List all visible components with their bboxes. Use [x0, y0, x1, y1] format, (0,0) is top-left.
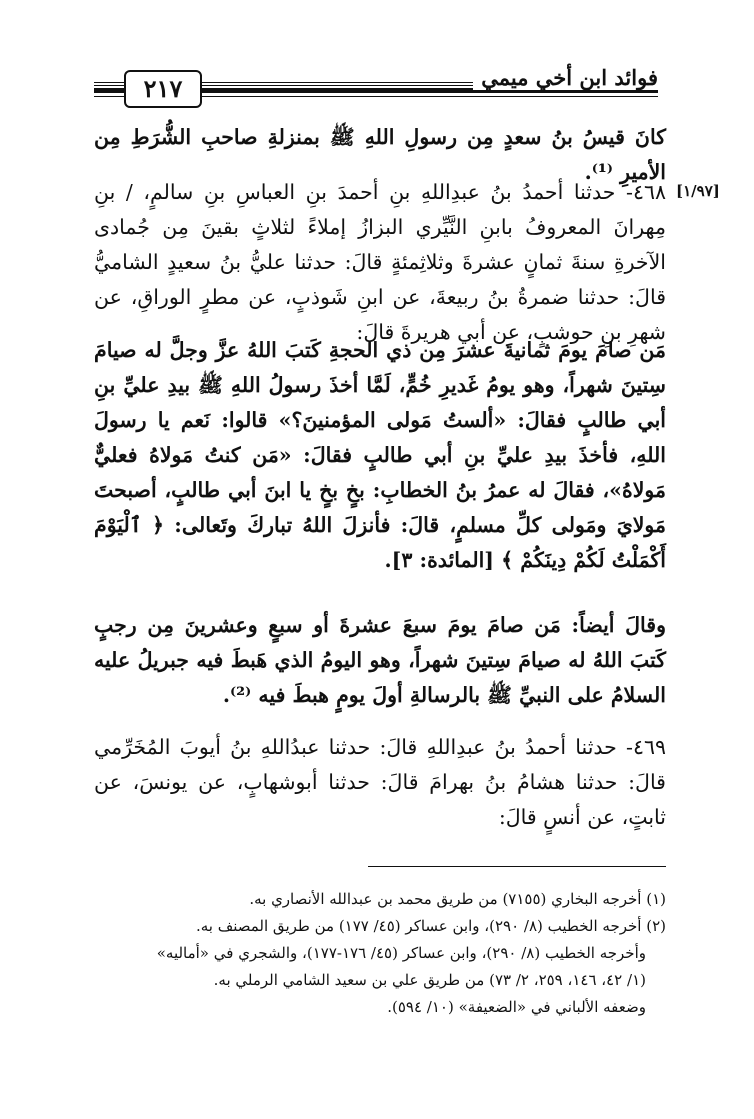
- paragraph-469: ٤٦٩- حدثنا أحمدُ بنُ عبدِاللهِ قالَ: حدثنا عبدُاللهِ بنُ أيوبَ المُخَرِّمي قالَ: حدثنا هشامُ بنُ بهرامَ قالَ: حدثنا أبوشهابٍ، عن يونسَ، عن ثابتٍ، عن أنسٍ قالَ:: [94, 735, 666, 829]
- footnote-2-continued-b: (١/ ٤٢، ١٤٦، ٢٥٩، ٢/ ٧٣) من طريق علي بن سعيد الشامي الرملي به.: [213, 971, 646, 989]
- footnote-1: (١) أخرجه البخاري (٧١٥٥) من طريق محمد بن عبدالله الأنصاري به.: [249, 890, 666, 908]
- footnote-separator: [368, 866, 666, 867]
- paragraph-468: ٤٦٨- حدثنا أحمدُ بنُ عبدِاللهِ بنِ أحمدَ بنِ العباسِ بنِ سالمٍ، / بنِ مِهرانَ المعروفُ بابنِ النَّيِّري البزازُ إملاءً لثلاثٍ بقينَ مِن جُمادى الآخرةِ سنةَ ثمانٍ عشرةَ وثلاثِمئةٍ قالَ: حدثنا عليُّ بنُ سعيدٍ الشاميُّ قالَ: حدثنا ضمرةُ بنُ ربيعةَ، عن ابنِ شَوذبٍ، عن مطرٍ الوراقِ، عن شهرِ بنِ حوشبٍ، عن أبي هريرةَ قالَ:: [94, 180, 666, 344]
- footnote-2: (٢) أخرجه الخطيب (٨/ ٢٩٠)، وابن عساكر (٤٥/ ١٧٧) من طريق المصنف به.: [195, 917, 666, 935]
- page-header: [94, 66, 658, 110]
- book-title: فوائد ابن أخي ميمي: [473, 66, 658, 90]
- manuscript-folio-ref: [١/٩٧]: [676, 182, 720, 200]
- page-number: ٢١٧: [124, 70, 202, 108]
- paragraph-rajab: وقالَ أيضاً: مَن صامَ يومَ سبعَ عشرةَ أو سبعٍ وعشرينَ مِن رجبٍ كَتبَ اللهُ له صيامَ سِتينَ شهراً، وهو اليومُ الذي هَبطَ فيه جبريلُ عليه السلامُ على النبيِّ ﷺ بالرسالةِ أولَ يومٍ هبطَ فيه ⁽²⁾.: [94, 613, 666, 707]
- footnote-2-continued-a: وأخرجه الخطيب (٨/ ٢٩٠)، وابن عساكر (٤٥/ ١٧٦-١٧٧)، والشجري في «أماليه»: [156, 944, 646, 962]
- paragraph-hadith-text: مَن صامَ يومَ ثمانيةَ عشرَ مِن ذي الحجةِ كَتبَ اللهُ عزَّ وجلَّ له صيامَ سِتينَ شهراً، وهو يومُ غَديرِ خُمٍّ، لَمَّا أخذَ رسولُ اللهِ ﷺ بيدِ عليِّ بنِ أبي طالبٍ فقالَ: «ألستُ مَولى المؤمنينَ؟» قالوا: نَعم يا رسولَ اللهِ، فأخذَ بيدِ عليِّ بنِ أبي طالبٍ فقالَ: «مَن كنتُ مَولاهُ فعليٌّ مَولاهُ»، فقالَ له عمرُ بنُ الخطابِ: بخٍ بخٍ يا ابنَ أبي طالبٍ، أصبحتَ مَولايَ ومَولى كلِّ مسلمٍ، قالَ: فأنزلَ اللهُ تباركَ وتَعالى: ﴿ ٱلْيَوْمَ أَكْمَلْتُ لَكُمْ دِينَكُمْ ﴾ [المائدة: ٣].: [94, 338, 666, 572]
- footnote-2-continued-c: وضعفه الألباني في «الضعيفة» (١٠/ ٥٩٤).: [387, 998, 646, 1016]
- paragraph-1: كانَ قيسُ بنُ سعدٍ مِن رسولِ اللهِ ﷺ بمنزلةِ صاحبِ الشُّرَطِ مِن الأميرِ ⁽¹⁾.: [94, 125, 666, 184]
